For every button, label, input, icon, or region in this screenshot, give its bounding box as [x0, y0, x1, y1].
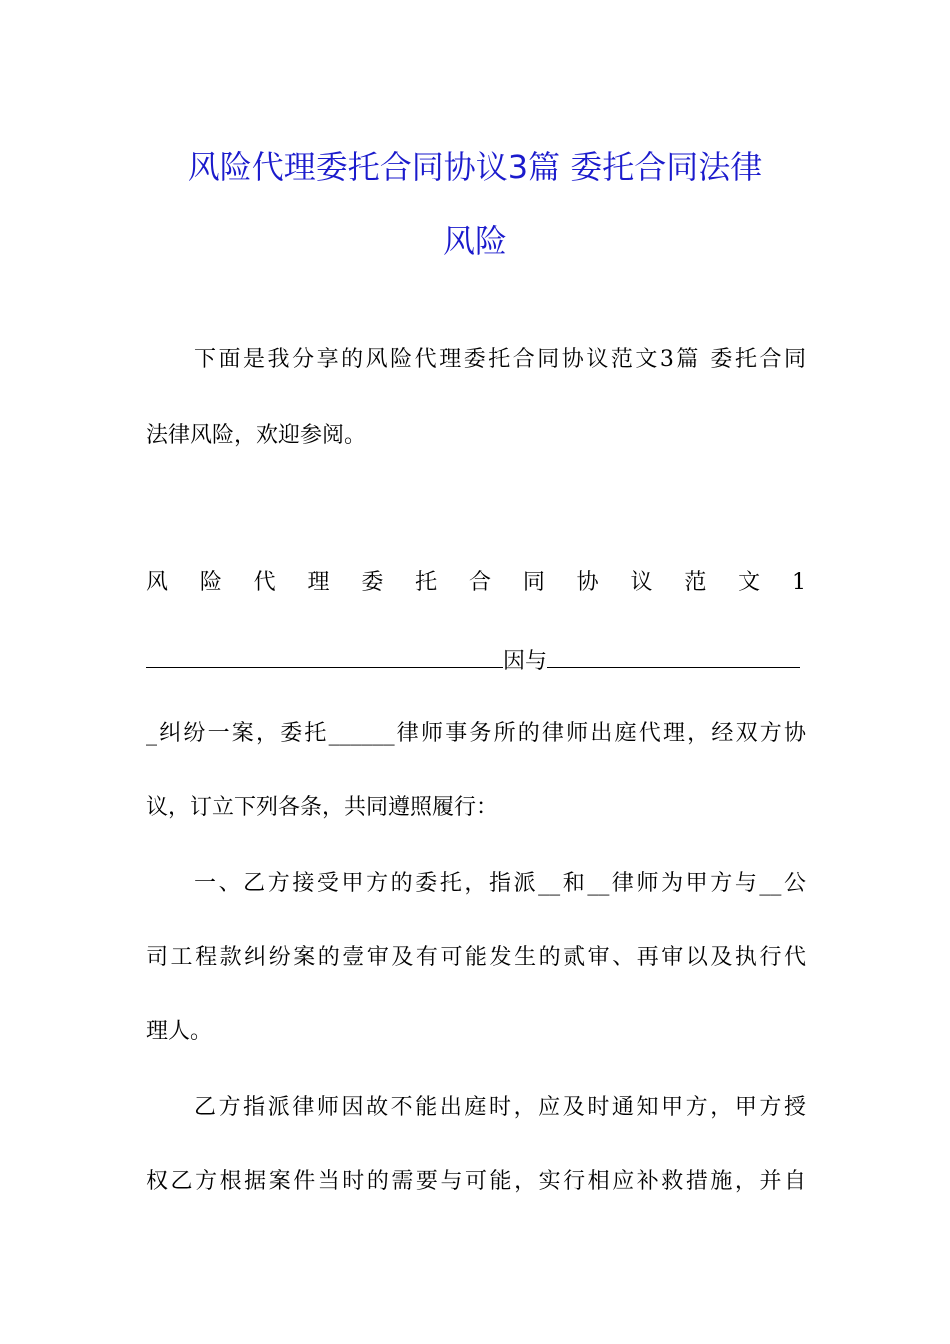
paragraph-1-line-1 — [146, 645, 806, 675]
blank-line — [146, 645, 503, 668]
paragraph-2-line-2: 权乙方根据案件当时的需要与可能，实行相应补救措施，并自 — [146, 1169, 806, 1194]
intro-line-1: 下面是我分享的风险代理委托合同协议范文3篇 委托合同 — [194, 347, 806, 372]
item-1-line-3: 理人。 — [146, 1019, 213, 1044]
blank-line — [547, 645, 800, 668]
connector-text: 因与 — [503, 649, 548, 674]
paragraph-1-line-3: 议，订立下列各条，共同遵照履行： — [146, 795, 499, 820]
blank-mark: _ — [146, 721, 157, 746]
item-1-line-1: 一、乙方接受甲方的委托，指派__和__律师为甲方与__公 — [194, 871, 806, 896]
blank-mark: ______ — [328, 721, 395, 746]
intro-line-2: 法律风险，欢迎参阅。 — [146, 423, 367, 448]
title-line-1: 风险代理委托合同协议3篇 委托合同法律 — [187, 148, 763, 186]
section-heading: 风险代理委托合同协议范文1 — [146, 570, 806, 595]
title-line-2: 风险 — [442, 222, 507, 260]
text-segment: 律师事务所的律师出庭代理，经双方协 — [394, 721, 806, 746]
paragraph-1-line-2 — [146, 719, 806, 749]
text-segment: 纠纷一案，委托 — [157, 721, 329, 746]
item-1-line-2: 司工程款纠纷案的壹审及有可能发生的贰审、再审以及执行代 — [146, 945, 806, 970]
paragraph-2-line-1: 乙方指派律师因故不能出庭时，应及时通知甲方，甲方授 — [194, 1095, 806, 1120]
document-title — [120, 130, 830, 278]
